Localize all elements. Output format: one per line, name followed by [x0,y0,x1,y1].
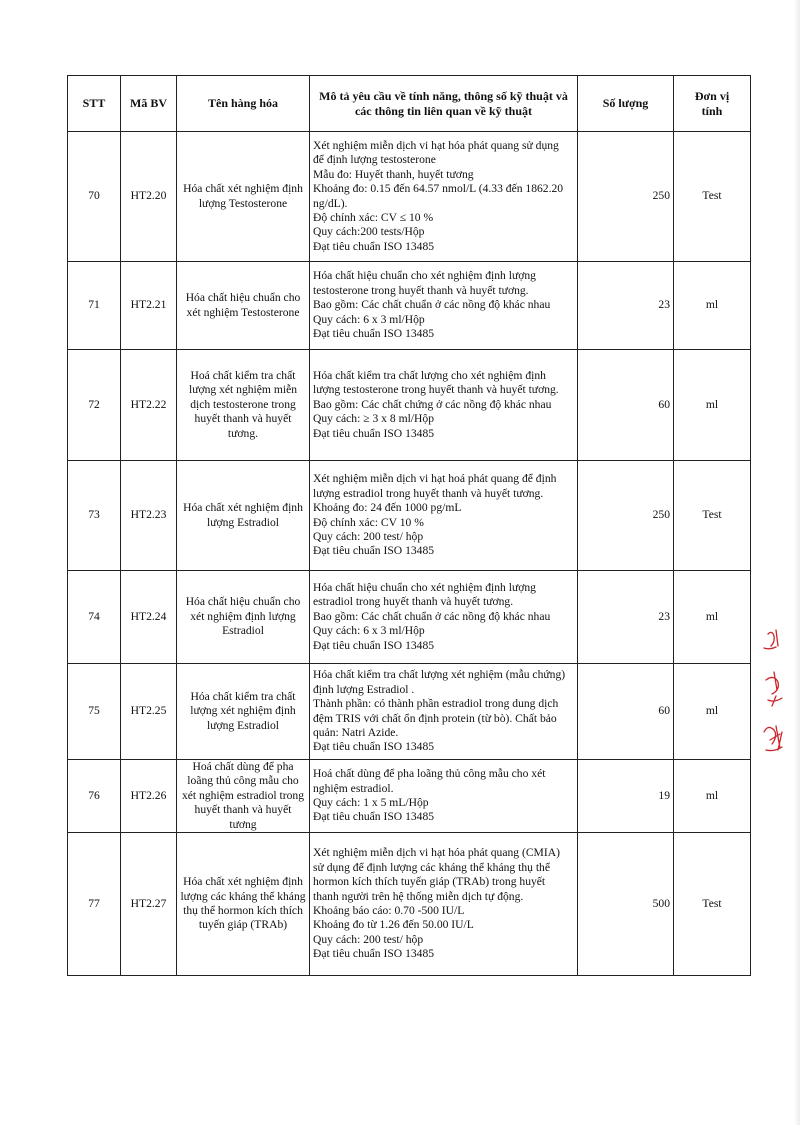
row-quantity: 60 [578,664,674,760]
description-line: đệm TRIS với chất ổn định protein (từ bò). Chất bảo [313,711,557,725]
description-line: Hoá chất dùng để pha loãng thủ công mẫu cho xét [313,767,546,781]
row-quantity: 60 [578,350,674,461]
description-line: Độ chính xác: CV 10 % [313,515,424,529]
table-row [68,350,751,461]
row-description [310,760,578,833]
row-code: HT2.26 [121,760,177,833]
row-description [310,262,578,350]
description-line: Mẫu đo: Huyết thanh, huyết tương [313,167,474,181]
description-line: Đạt tiêu chuẩn ISO 13485 [313,426,435,440]
table-row [68,664,751,760]
row-item-name: Hóa chất kiểm tra chất lượng xét nghiệm định lượng Estradiol [177,664,310,760]
description-line: lượng estradiol trong huyết thanh và huyết tương. [313,486,544,500]
row-stt: 76 [68,760,121,833]
description-line: Hóa chất kiểm tra chất lượng xét nghiệm (mẫu chứng) [313,668,566,682]
description-line: Thành phần: có thành phần estradiol trong dung dịch [313,697,559,711]
row-stt: 74 [68,571,121,664]
row-unit: ml [674,760,751,833]
row-quantity: 250 [578,461,674,571]
row-unit: ml [674,262,751,350]
row-unit: Test [674,132,751,262]
header-name: Tên hàng hóa [177,76,310,132]
row-quantity: 23 [578,262,674,350]
description-line: thanh người trên hệ thống miễn dịch tự động. [313,889,524,903]
description-line: lượng testosterone trong huyết thanh và huyết tương. [313,383,559,397]
row-item-name: Hóa chất hiệu chuẩn cho xét nghiệm Testosterone [177,262,310,350]
row-quantity: 19 [578,760,674,833]
table-row [68,760,751,833]
description-line: Hóa chất kiểm tra chất lượng cho xét nghiệm định [313,368,546,382]
description-line: Quy cách: 1 x 5 mL/Hộp [313,796,429,810]
description-line: Đạt tiêu chuẩn ISO 13485 [313,947,435,961]
row-unit: Test [674,461,751,571]
description-line: Đạt tiêu chuẩn ISO 13485 [313,810,435,824]
description-line: Hóa chất hiệu chuẩn cho xét nghiệm định lượng [313,269,536,283]
description-line: định lượng Estradiol . [313,682,415,696]
table-row [68,461,751,571]
description-line: Hóa chất hiệu chuẩn cho xét nghiệm định lượng [313,580,536,594]
table-row [68,571,751,664]
row-description [310,571,578,664]
row-code: HT2.21 [121,262,177,350]
row-stt: 75 [68,664,121,760]
header-stt: STT [68,76,121,132]
header-row [68,76,751,132]
description-line: Khoảng đo: 0.15 đến 64.57 nmol/L (4.33 đến 1862.20 [313,182,564,196]
description-line: Đạt tiêu chuẩn ISO 13485 [313,544,435,558]
row-code: HT2.25 [121,664,177,760]
description-line: Bao gồm: Các chất chứng ở các nồng độ khác nhau [313,397,552,411]
description-line: Xét nghiệm miễn dịch vi hạt hoá phát quang để định [313,472,557,486]
row-item-name: Hóa chất hiệu chuẩn cho xét nghiệm định lượng Estradiol [177,571,310,664]
header-code: Mã BV [121,76,177,132]
description-line: Quy cách: 6 x 3 ml/Hộp [313,624,425,638]
description-line: ng/dL). [313,196,348,210]
table-row [68,132,751,262]
description-line: Bao gồm: Các chất chuẩn ở các nồng độ khác nhau [313,609,551,623]
description-line: Xét nghiệm miễn dịch vi hạt hóa phát quang (CMIA) [313,846,560,860]
row-code: HT2.20 [121,132,177,262]
row-unit: ml [674,664,751,760]
row-stt: 73 [68,461,121,571]
header-unit: Đơn vị tính [674,76,751,132]
description-line: Xét nghiệm miễn dịch vi hạt hóa phát quang sử dụng [313,138,559,152]
description-line: Quy cách: 200 test/ hộp [313,932,424,946]
description-line: hormon kích thích tuyến giáp (TRAb) trong huyết [313,875,546,889]
row-description [310,132,578,262]
row-quantity: 500 [578,833,674,976]
description-line: sử dụng để định lượng các kháng thể kháng thụ thể [313,860,550,874]
description-line: Đạt tiêu chuẩn ISO 13485 [313,638,435,652]
row-stt: 71 [68,262,121,350]
table-body [68,132,751,976]
row-quantity: 250 [578,132,674,262]
description-line: quản: Natri Azide. [313,725,399,739]
row-code: HT2.27 [121,833,177,976]
row-code: HT2.23 [121,461,177,571]
row-item-name: Hoá chất kiểm tra chất lượng xét nghiệm miễn dịch testosterone trong huyết thanh và huyết tương. [177,350,310,461]
description-line: nghiệm estradiol. [313,781,394,795]
description-line: Khoảng báo cáo: 0.70 -500 IU/L [313,904,465,918]
description-line: Khoảng đo từ 1.26 đến 50.00 IU/L [313,918,474,932]
header-quantity: Số lượng [578,76,674,132]
header-description: Mô tả yêu cầu về tính năng, thông số kỹ thuật và các thông tin liên quan về kỹ thuật [310,76,578,132]
description-line: Khoảng đo: 24 đến 1000 pg/mL [313,501,462,515]
description-line: Độ chính xác: CV ≤ 10 % [313,210,434,224]
specification-table [67,75,751,976]
row-unit: ml [674,571,751,664]
red-stamp-signature [756,622,796,762]
description-line: Đạt tiêu chuẩn ISO 13485 [313,740,435,754]
row-code: HT2.22 [121,350,177,461]
description-line: Đạt tiêu chuẩn ISO 13485 [313,239,435,253]
row-stt: 70 [68,132,121,262]
description-line: Quy cách:200 tests/Hộp [313,225,425,239]
page-edge-shadow [794,0,800,1125]
row-unit: ml [674,350,751,461]
description-line: Đạt tiêu chuẩn ISO 13485 [313,327,435,341]
row-description [310,461,578,571]
description-line: estradiol trong huyết thanh và huyết tương. [313,595,514,609]
description-line: Quy cách: ≥ 3 x 8 ml/Hộp [313,412,434,426]
row-item-name: Hoá chất dùng để pha loãng thủ công mẫu cho xét nghiệm estradiol trong huyết thanh và huyết tương [177,760,310,833]
row-description [310,833,578,976]
row-item-name: Hóa chất xét nghiệm định lượng các kháng thể kháng thụ thể hormon kích thích tuyến giáp (TRAb) [177,833,310,976]
row-description [310,664,578,760]
row-stt: 72 [68,350,121,461]
description-line: Bao gồm: Các chất chuẩn ở các nồng độ khác nhau [313,298,551,312]
row-code: HT2.24 [121,571,177,664]
row-item-name: Hóa chất xét nghiệm định lượng Testosterone [177,132,310,262]
description-line: để định lượng testosterone [313,153,436,167]
row-unit: Test [674,833,751,976]
row-quantity: 23 [578,571,674,664]
description-line: Quy cách: 6 x 3 ml/Hộp [313,312,425,326]
table-row [68,262,751,350]
row-description [310,350,578,461]
table-row [68,833,751,976]
description-line: Quy cách: 200 test/ hộp [313,529,424,543]
row-stt: 77 [68,833,121,976]
description-line: testosterone trong huyết thanh và huyết tương. [313,283,529,297]
row-item-name: Hóa chất xét nghiệm định lượng Estradiol [177,461,310,571]
